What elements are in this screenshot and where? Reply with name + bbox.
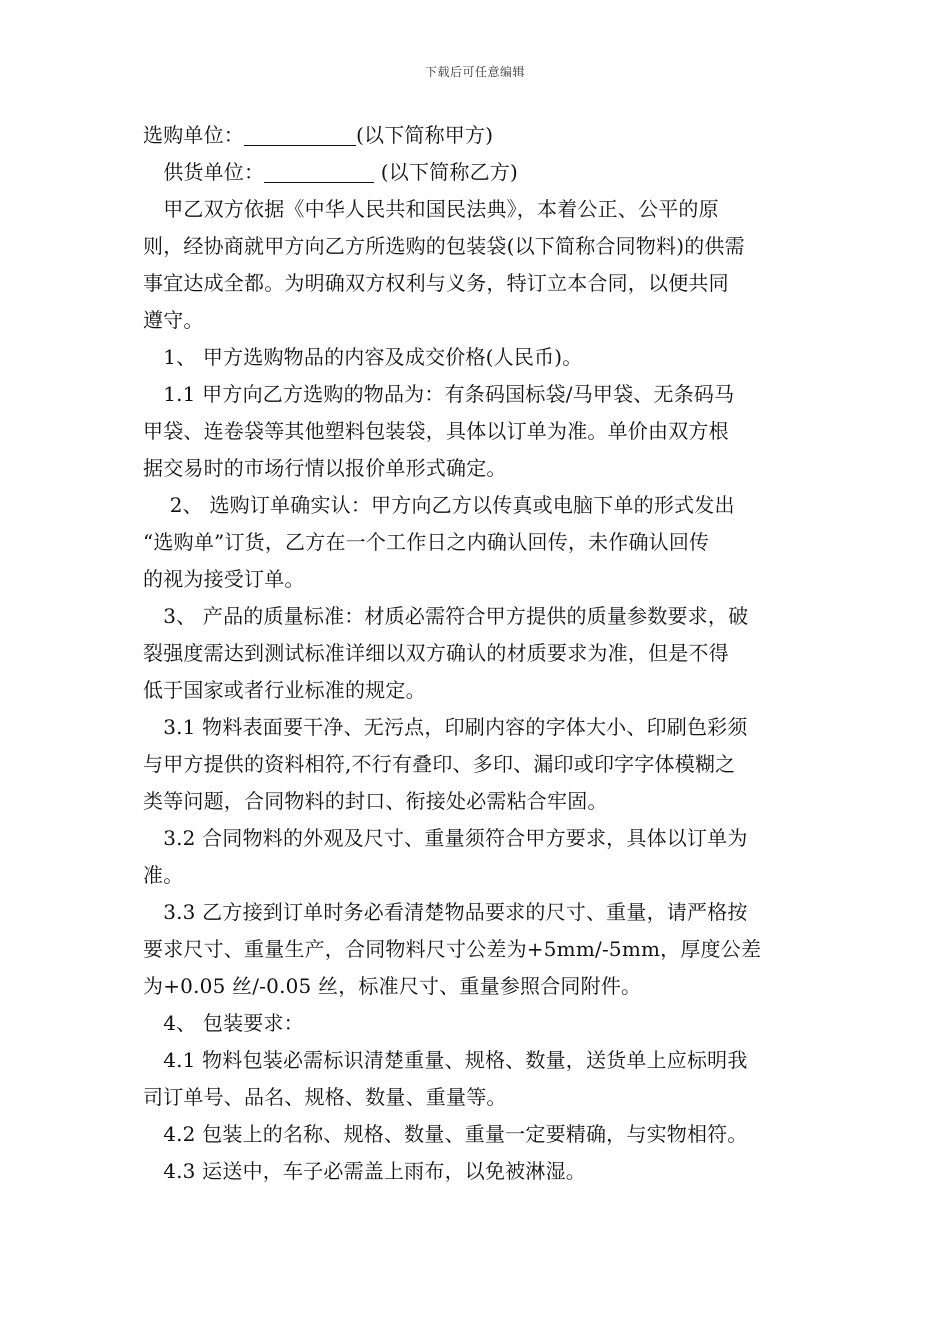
- section-3-2-line: 3.2 合同物料的外观及尺寸、重量须符合甲方要求，具体以订单为: [143, 826, 748, 850]
- section-2-line: “选购单”订货，乙方在一个工作日之内确认回传，未作确认回传: [143, 530, 710, 554]
- section-4-2: [143, 1116, 810, 1153]
- section-3-1-line: 与甲方提供的资料相符,不行有叠印、多印、漏印或印字字体模糊之: [143, 752, 736, 776]
- buyer-label: 选购单位：: [143, 123, 244, 147]
- section-1-line: 1、 甲方选购物品的内容及成交价格(人民币)。: [143, 345, 583, 369]
- section-4-2-line: 4.2 包装上的名称、规格、数量、重量一定要精确，与实物相符。: [143, 1122, 748, 1146]
- section-1: [143, 339, 810, 376]
- section-3: [143, 598, 810, 709]
- section-4-1: [143, 1042, 810, 1116]
- contract-body: [143, 117, 810, 1190]
- buyer-suffix: (以下简称甲方): [356, 123, 494, 147]
- section-3-1: [143, 709, 810, 820]
- section-4-1-line: 4.1 物料包装必需标识清楚重量、规格、数量，送货单上应标明我: [143, 1048, 748, 1072]
- section-4: [143, 1005, 810, 1042]
- section-4-3: [143, 1153, 810, 1190]
- supplier-label: 供货单位：: [143, 160, 265, 184]
- section-3-3: [143, 894, 810, 1005]
- intro-line: 遵守。: [143, 308, 204, 332]
- supplier-line: [143, 154, 810, 191]
- section-3-3-line: 3.3 乙方接到订单时务必看清楚物品要求的尺寸、重量，请严格按: [143, 900, 748, 924]
- section-3-2-line: 准。: [143, 863, 184, 887]
- section-3-1-line: 类等问题，合同物料的封口、衔接处必需粘合牢固。: [143, 789, 608, 813]
- buyer-blank: [244, 125, 356, 146]
- section-1-1-line: 1.1 甲方向乙方选购的物品为：有条码国标袋/马甲袋、无条码马: [143, 382, 735, 406]
- section-3-3-line: 为+0.05 丝/-0.05 丝，标准尺寸、重量参照合同附件。: [143, 974, 642, 998]
- section-2-line: 的视为接受订单。: [143, 567, 305, 591]
- section-3-line: 低于国家或者行业标准的规定。: [143, 678, 426, 702]
- intro-line: 则，经协商就甲方向乙方所选购的包装袋(以下简称合同物料)的供需: [143, 234, 745, 258]
- section-3-line: 3、 产品的质量标准：材质必需符合甲方提供的质量参数要求，破: [143, 604, 749, 628]
- intro-paragraph: [143, 191, 810, 339]
- section-3-2: [143, 820, 810, 894]
- section-3-line: 裂强度需达到测试标准详细以双方确认的材质要求为准，但是不得: [143, 641, 729, 665]
- section-2: [143, 487, 810, 598]
- section-3-3-line: 要求尺寸、重量生产，合同物料尺寸公差为+5mm/-5mm，厚度公差: [143, 937, 762, 961]
- page-header-note: 下载后可任意编辑: [424, 65, 525, 79]
- section-1-1-line: 据交易时的市场行情以报价单形式确定。: [143, 456, 507, 480]
- buyer-line: [143, 117, 810, 154]
- section-4-line: 4、 包装要求：: [143, 1011, 304, 1035]
- section-4-3-line: 4.3 运送中，车子必需盖上雨布，以免被淋湿。: [143, 1159, 586, 1183]
- supplier-blank: [264, 162, 374, 183]
- supplier-suffix: (以下简称乙方): [374, 160, 518, 184]
- section-3-1-line: 3.1 物料表面要干净、无污点，印刷内容的字体大小、印刷色彩须: [143, 715, 748, 739]
- intro-line: 甲乙双方依据《中华人民共和国民法典》，本着公正、公平的原: [143, 197, 719, 221]
- section-1-1: [143, 376, 810, 487]
- section-4-1-line: 司订单号、品名、规格、数量、重量等。: [143, 1085, 507, 1109]
- section-2-line: 2、 选购订单确实认：甲方向乙方以传真或电脑下单的形式发出: [143, 493, 735, 517]
- section-1-1-line: 甲袋、连卷袋等其他塑料包装袋，具体以订单为准。单价由双方根: [143, 419, 729, 443]
- intro-line: 事宜达成全都。为明确双方权利与义务，特订立本合同，以便共同: [143, 271, 729, 295]
